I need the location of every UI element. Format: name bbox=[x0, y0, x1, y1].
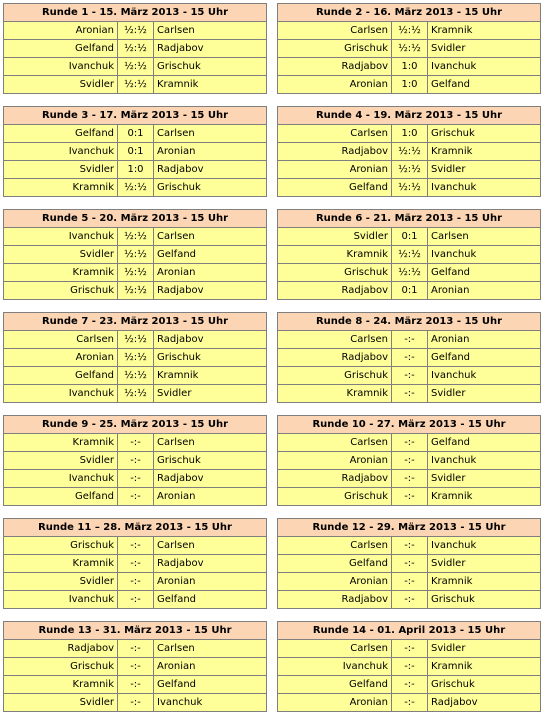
black-player: Radjabov bbox=[154, 470, 267, 488]
game-row bbox=[4, 179, 267, 197]
white-player: Aronian bbox=[278, 694, 392, 712]
game-result: -:- bbox=[118, 591, 154, 609]
game-result: ½:½ bbox=[118, 385, 154, 403]
game-row bbox=[4, 22, 267, 40]
game-row bbox=[4, 470, 267, 488]
black-player: Gelfand bbox=[428, 76, 541, 94]
black-player: Radjabov bbox=[428, 694, 541, 712]
game-row bbox=[4, 367, 267, 385]
black-player: Grischuk bbox=[428, 591, 541, 609]
game-result: ½:½ bbox=[392, 161, 428, 179]
game-result: ½:½ bbox=[118, 264, 154, 282]
game-row bbox=[4, 694, 267, 712]
black-player: Ivanchuk bbox=[428, 246, 541, 264]
black-player: Carlsen bbox=[154, 537, 267, 555]
round-title: Runde 11 – 28. März 2013 - 15 Uhr bbox=[4, 519, 267, 537]
black-player: Grischuk bbox=[428, 125, 541, 143]
black-player: Svidler bbox=[428, 385, 541, 403]
white-player: Ivanchuk bbox=[4, 143, 118, 161]
game-result: -:- bbox=[118, 658, 154, 676]
game-row bbox=[4, 246, 267, 264]
game-result: ½:½ bbox=[118, 40, 154, 58]
game-row bbox=[278, 125, 541, 143]
game-result: ½:½ bbox=[392, 264, 428, 282]
white-player: Radjabov bbox=[278, 282, 392, 300]
round-table bbox=[277, 106, 541, 197]
game-result: -:- bbox=[118, 640, 154, 658]
game-row bbox=[278, 161, 541, 179]
game-row bbox=[278, 349, 541, 367]
white-player: Grischuk bbox=[4, 537, 118, 555]
game-row bbox=[278, 555, 541, 573]
game-row bbox=[278, 658, 541, 676]
black-player: Aronian bbox=[154, 143, 267, 161]
black-player: Ivanchuk bbox=[428, 58, 541, 76]
white-player: Svidler bbox=[4, 573, 118, 591]
game-result: 1:0 bbox=[392, 58, 428, 76]
white-player: Carlsen bbox=[278, 640, 392, 658]
round-table bbox=[277, 3, 541, 94]
game-result: ½:½ bbox=[118, 76, 154, 94]
game-row bbox=[278, 591, 541, 609]
black-player: Ivanchuk bbox=[154, 694, 267, 712]
white-player: Grischuk bbox=[278, 264, 392, 282]
white-player: Ivanchuk bbox=[4, 58, 118, 76]
game-result: 0:1 bbox=[118, 143, 154, 161]
game-row bbox=[4, 452, 267, 470]
black-player: Carlsen bbox=[428, 228, 541, 246]
white-player: Ivanchuk bbox=[4, 591, 118, 609]
game-result: 1:0 bbox=[118, 161, 154, 179]
black-player: Ivanchuk bbox=[428, 452, 541, 470]
black-player: Kramnik bbox=[154, 367, 267, 385]
black-player: Carlsen bbox=[154, 640, 267, 658]
white-player: Kramnik bbox=[4, 434, 118, 452]
game-result: ½:½ bbox=[392, 22, 428, 40]
round-title: Runde 13 - 31. März 2013 - 15 Uhr bbox=[4, 622, 267, 640]
game-row bbox=[4, 385, 267, 403]
black-player: Kramnik bbox=[428, 573, 541, 591]
round-title: Runde 1 - 15. März 2013 - 15 Uhr bbox=[4, 4, 267, 22]
round-title: Runde 2 - 16. März 2013 - 15 Uhr bbox=[278, 4, 541, 22]
black-player: Carlsen bbox=[154, 434, 267, 452]
game-row bbox=[278, 331, 541, 349]
game-row bbox=[4, 434, 267, 452]
black-player: Svidler bbox=[428, 555, 541, 573]
game-result: -:- bbox=[118, 470, 154, 488]
game-result: -:- bbox=[392, 452, 428, 470]
round-table bbox=[277, 415, 541, 506]
game-row bbox=[278, 40, 541, 58]
round-table bbox=[277, 312, 541, 403]
white-player: Radjabov bbox=[278, 143, 392, 161]
game-row bbox=[4, 591, 267, 609]
round-title: Runde 14 - 01. April 2013 - 15 Uhr bbox=[278, 622, 541, 640]
black-player: Svidler bbox=[428, 470, 541, 488]
black-player: Aronian bbox=[428, 282, 541, 300]
black-player: Gelfand bbox=[428, 264, 541, 282]
black-player: Gelfand bbox=[428, 434, 541, 452]
game-row bbox=[278, 282, 541, 300]
white-player: Svidler bbox=[4, 161, 118, 179]
white-player: Svidler bbox=[4, 694, 118, 712]
white-player: Gelfand bbox=[278, 179, 392, 197]
game-result: -:- bbox=[392, 434, 428, 452]
game-row bbox=[278, 76, 541, 94]
black-player: Kramnik bbox=[428, 22, 541, 40]
game-row bbox=[4, 40, 267, 58]
white-player: Radjabov bbox=[278, 470, 392, 488]
white-player: Aronian bbox=[278, 76, 392, 94]
black-player: Radjabov bbox=[154, 555, 267, 573]
round-title: Runde 10 - 27. März 2013 - 15 Uhr bbox=[278, 416, 541, 434]
round-title: Runde 6 - 21. März 2013 - 15 Uhr bbox=[278, 210, 541, 228]
game-row bbox=[4, 282, 267, 300]
round-table bbox=[3, 415, 267, 506]
white-player: Kramnik bbox=[4, 264, 118, 282]
white-player: Gelfand bbox=[4, 40, 118, 58]
black-player: Grischuk bbox=[154, 452, 267, 470]
game-row bbox=[278, 452, 541, 470]
game-row bbox=[4, 488, 267, 506]
black-player: Ivanchuk bbox=[428, 179, 541, 197]
game-row bbox=[278, 573, 541, 591]
game-result: -:- bbox=[392, 591, 428, 609]
game-result: -:- bbox=[392, 349, 428, 367]
game-row bbox=[4, 658, 267, 676]
round-title: Runde 4 - 19. März 2013 - 15 Uhr bbox=[278, 107, 541, 125]
round-title: Runde 8 - 24. März 2013 - 15 Uhr bbox=[278, 313, 541, 331]
game-row bbox=[4, 228, 267, 246]
white-player: Gelfand bbox=[278, 555, 392, 573]
white-player: Kramnik bbox=[4, 555, 118, 573]
white-player: Kramnik bbox=[4, 676, 118, 694]
round-title: Runde 5 - 20. März 2013 - 15 Uhr bbox=[4, 210, 267, 228]
black-player: Kramnik bbox=[154, 76, 267, 94]
game-row bbox=[278, 179, 541, 197]
white-player: Aronian bbox=[4, 349, 118, 367]
round-table bbox=[3, 3, 267, 94]
white-player: Aronian bbox=[4, 22, 118, 40]
white-player: Gelfand bbox=[4, 367, 118, 385]
black-player: Radjabov bbox=[154, 331, 267, 349]
game-row bbox=[278, 470, 541, 488]
game-row bbox=[4, 143, 267, 161]
white-player: Ivanchuk bbox=[4, 470, 118, 488]
game-result: -:- bbox=[392, 331, 428, 349]
white-player: Ivanchuk bbox=[4, 228, 118, 246]
white-player: Radjabov bbox=[278, 58, 392, 76]
round-table bbox=[277, 518, 541, 609]
black-player: Radjabov bbox=[154, 282, 267, 300]
game-result: ½:½ bbox=[118, 331, 154, 349]
black-player: Svidler bbox=[154, 385, 267, 403]
game-result: ½:½ bbox=[118, 246, 154, 264]
black-player: Radjabov bbox=[154, 161, 267, 179]
game-result: 0:1 bbox=[392, 228, 428, 246]
white-player: Svidler bbox=[4, 76, 118, 94]
game-result: ½:½ bbox=[118, 179, 154, 197]
game-result: -:- bbox=[392, 555, 428, 573]
white-player: Gelfand bbox=[4, 488, 118, 506]
white-player: Radjabov bbox=[278, 349, 392, 367]
round-title: Runde 3 - 17. März 2013 - 15 Uhr bbox=[4, 107, 267, 125]
game-result: -:- bbox=[392, 470, 428, 488]
white-player: Grischuk bbox=[278, 40, 392, 58]
black-player: Aronian bbox=[154, 658, 267, 676]
black-player: Carlsen bbox=[154, 22, 267, 40]
game-result: -:- bbox=[392, 676, 428, 694]
black-player: Aronian bbox=[154, 573, 267, 591]
game-row bbox=[278, 246, 541, 264]
white-player: Carlsen bbox=[278, 434, 392, 452]
game-row bbox=[4, 76, 267, 94]
black-player: Ivanchuk bbox=[428, 367, 541, 385]
game-result: -:- bbox=[118, 555, 154, 573]
black-player: Gelfand bbox=[154, 246, 267, 264]
game-row bbox=[4, 349, 267, 367]
round-title: Runde 12 - 29. März 2013 - 15 Uhr bbox=[278, 519, 541, 537]
game-result: -:- bbox=[392, 488, 428, 506]
game-result: -:- bbox=[118, 537, 154, 555]
round-title: Runde 9 - 25. März 2013 - 15 Uhr bbox=[4, 416, 267, 434]
game-row bbox=[278, 228, 541, 246]
white-player: Gelfand bbox=[4, 125, 118, 143]
game-row bbox=[278, 385, 541, 403]
game-row bbox=[278, 58, 541, 76]
game-row bbox=[4, 331, 267, 349]
black-player: Grischuk bbox=[428, 676, 541, 694]
round-table bbox=[3, 518, 267, 609]
game-row bbox=[278, 537, 541, 555]
game-result: ½:½ bbox=[118, 367, 154, 385]
black-player: Kramnik bbox=[428, 488, 541, 506]
white-player: Grischuk bbox=[4, 282, 118, 300]
white-player: Grischuk bbox=[278, 367, 392, 385]
black-player: Grischuk bbox=[154, 349, 267, 367]
black-player: Gelfand bbox=[154, 676, 267, 694]
white-player: Ivanchuk bbox=[278, 658, 392, 676]
black-player: Carlsen bbox=[154, 228, 267, 246]
white-player: Carlsen bbox=[278, 537, 392, 555]
game-result: -:- bbox=[118, 434, 154, 452]
black-player: Svidler bbox=[428, 161, 541, 179]
game-result: ½:½ bbox=[118, 58, 154, 76]
game-result: -:- bbox=[118, 694, 154, 712]
black-player: Kramnik bbox=[428, 143, 541, 161]
black-player: Aronian bbox=[154, 264, 267, 282]
round-table bbox=[277, 209, 541, 300]
white-player: Aronian bbox=[278, 161, 392, 179]
round-table bbox=[3, 106, 267, 197]
game-result: -:- bbox=[118, 488, 154, 506]
white-player: Kramnik bbox=[278, 246, 392, 264]
white-player: Carlsen bbox=[278, 331, 392, 349]
game-result: ½:½ bbox=[392, 246, 428, 264]
white-player: Radjabov bbox=[4, 640, 118, 658]
game-result: -:- bbox=[118, 452, 154, 470]
game-row bbox=[278, 264, 541, 282]
round-table bbox=[277, 621, 541, 712]
game-row bbox=[278, 367, 541, 385]
game-result: ½:½ bbox=[118, 228, 154, 246]
round-title: Runde 7 - 23. März 2013 - 15 Uhr bbox=[4, 313, 267, 331]
game-result: -:- bbox=[392, 640, 428, 658]
game-result: ½:½ bbox=[392, 143, 428, 161]
game-row bbox=[4, 264, 267, 282]
game-row bbox=[4, 640, 267, 658]
white-player: Grischuk bbox=[4, 658, 118, 676]
black-player: Ivanchuk bbox=[428, 537, 541, 555]
game-row bbox=[4, 161, 267, 179]
game-row bbox=[4, 125, 267, 143]
game-result: ½:½ bbox=[118, 282, 154, 300]
game-row bbox=[278, 694, 541, 712]
game-result: -:- bbox=[392, 367, 428, 385]
black-player: Gelfand bbox=[428, 349, 541, 367]
round-table bbox=[3, 312, 267, 403]
game-result: -:- bbox=[118, 573, 154, 591]
white-player: Carlsen bbox=[278, 22, 392, 40]
game-result: ½:½ bbox=[392, 40, 428, 58]
white-player: Svidler bbox=[4, 452, 118, 470]
game-row bbox=[278, 676, 541, 694]
black-player: Kramnik bbox=[428, 658, 541, 676]
black-player: Grischuk bbox=[154, 179, 267, 197]
white-player: Svidler bbox=[4, 246, 118, 264]
game-row bbox=[4, 58, 267, 76]
game-result: ½:½ bbox=[118, 349, 154, 367]
round-table bbox=[3, 209, 267, 300]
white-player: Kramnik bbox=[278, 385, 392, 403]
white-player: Aronian bbox=[278, 452, 392, 470]
game-row bbox=[278, 640, 541, 658]
game-result: -:- bbox=[392, 537, 428, 555]
game-result: 1:0 bbox=[392, 76, 428, 94]
game-row bbox=[4, 537, 267, 555]
white-player: Ivanchuk bbox=[4, 385, 118, 403]
game-row bbox=[278, 143, 541, 161]
black-player: Grischuk bbox=[154, 58, 267, 76]
game-result: 0:1 bbox=[118, 125, 154, 143]
white-player: Aronian bbox=[278, 573, 392, 591]
black-player: Gelfand bbox=[154, 591, 267, 609]
game-row bbox=[278, 488, 541, 506]
white-player: Svidler bbox=[278, 228, 392, 246]
black-player: Svidler bbox=[428, 640, 541, 658]
game-result: -:- bbox=[392, 573, 428, 591]
game-row bbox=[4, 573, 267, 591]
game-row bbox=[278, 22, 541, 40]
game-result: -:- bbox=[392, 694, 428, 712]
white-player: Grischuk bbox=[278, 488, 392, 506]
white-player: Radjabov bbox=[278, 591, 392, 609]
game-result: 1:0 bbox=[392, 125, 428, 143]
black-player: Aronian bbox=[428, 331, 541, 349]
white-player: Carlsen bbox=[278, 125, 392, 143]
game-row bbox=[4, 676, 267, 694]
game-row bbox=[278, 434, 541, 452]
game-result: 0:1 bbox=[392, 282, 428, 300]
game-result: -:- bbox=[392, 385, 428, 403]
game-result: ½:½ bbox=[392, 179, 428, 197]
black-player: Svidler bbox=[428, 40, 541, 58]
black-player: Carlsen bbox=[154, 125, 267, 143]
black-player: Radjabov bbox=[154, 40, 267, 58]
white-player: Kramnik bbox=[4, 179, 118, 197]
game-row bbox=[4, 555, 267, 573]
game-result: ½:½ bbox=[118, 22, 154, 40]
round-table bbox=[3, 621, 267, 712]
game-result: -:- bbox=[392, 658, 428, 676]
game-result: -:- bbox=[118, 676, 154, 694]
white-player: Gelfand bbox=[278, 676, 392, 694]
black-player: Aronian bbox=[154, 488, 267, 506]
white-player: Carlsen bbox=[4, 331, 118, 349]
